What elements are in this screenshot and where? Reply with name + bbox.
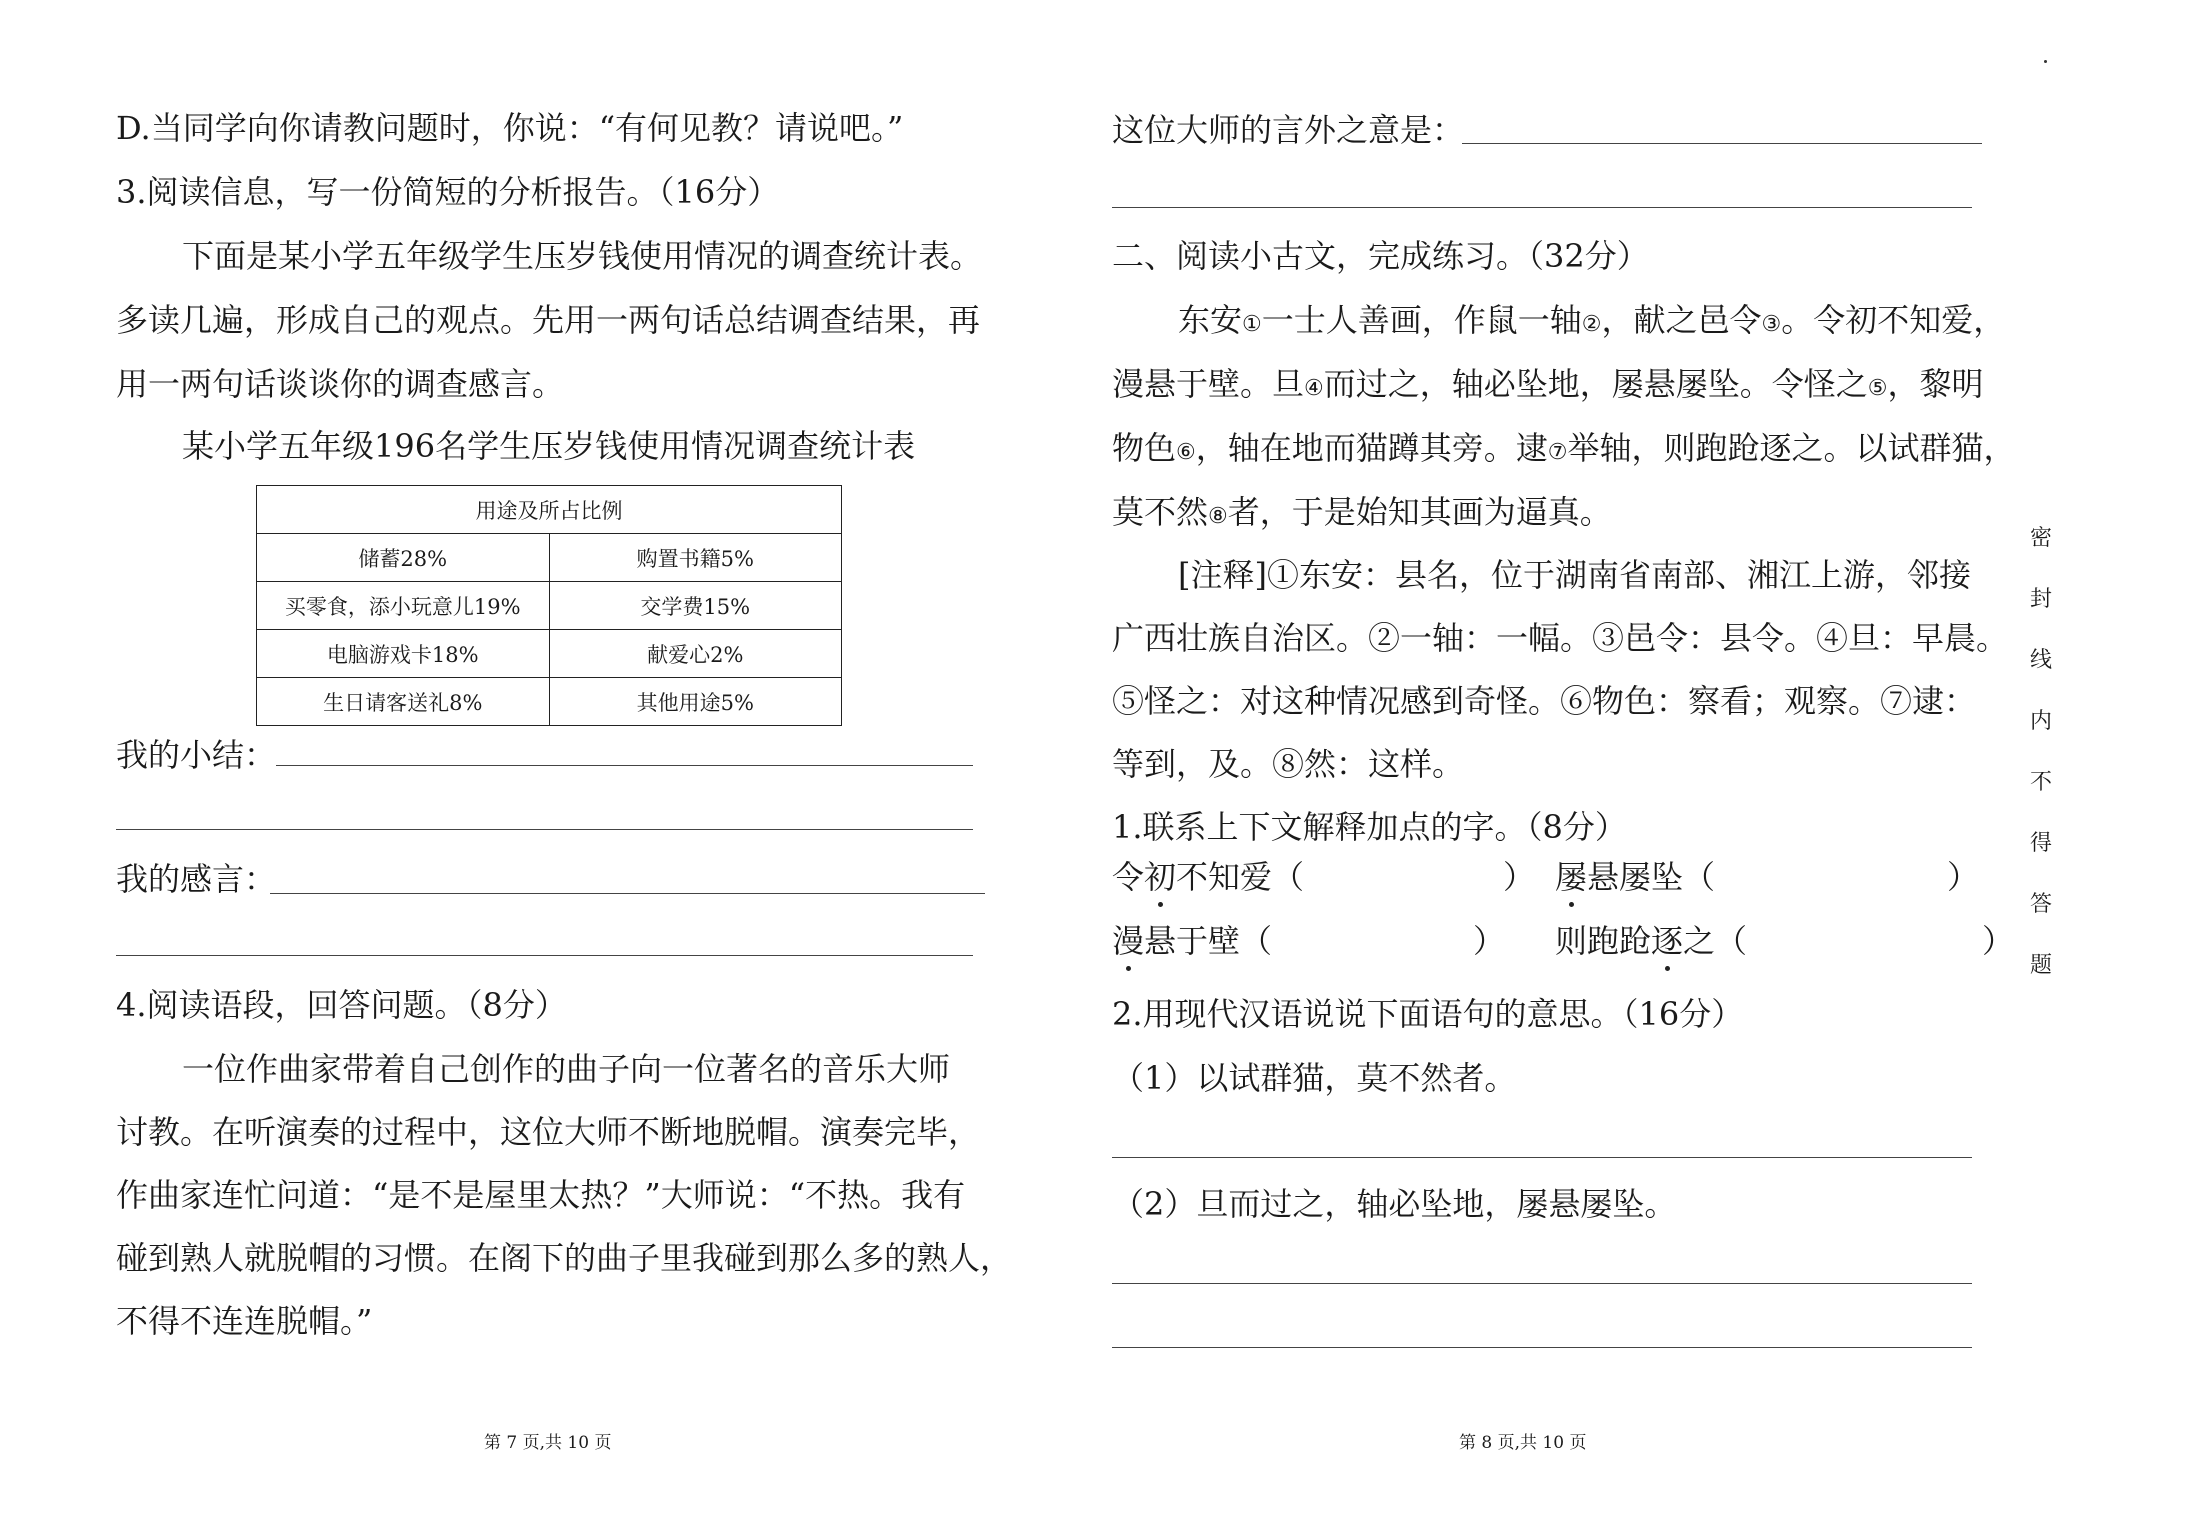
q1-item-4-close[interactable]: ） xyxy=(1982,922,2015,960)
summary-label: 我的小结： xyxy=(116,736,277,774)
summary-answer-line[interactable] xyxy=(276,765,973,766)
text-segment: 不知爱（ xyxy=(1176,858,1305,896)
q3-intro-line-1: 下面是某小学五年级学生压岁钱使用情况的调查统计表。 xyxy=(182,237,983,275)
text-segment: 漫悬于壁。旦 xyxy=(1112,365,1305,403)
allowance-usage-table xyxy=(256,485,842,726)
text-segment: 者，于是始知其画为逼真。 xyxy=(1227,493,1612,531)
table-cell: 生日请客送礼8% xyxy=(257,678,550,726)
corner-mark xyxy=(2044,60,2047,63)
text-segment: 之（ xyxy=(1683,922,1748,960)
seal-char: 线 xyxy=(2030,648,2053,673)
text-segment: 悬屡坠（ xyxy=(1587,858,1716,896)
table-cell: 电脑游戏卡18% xyxy=(257,630,550,678)
master-meaning-answer-line[interactable] xyxy=(1462,143,1982,144)
table-header: 用途及所占比例 xyxy=(257,486,842,534)
q1-title: 1.联系上下文解释加点的字。（8分） xyxy=(1112,808,1627,846)
q1-item-2-close[interactable]: ） xyxy=(1947,858,1980,896)
notes-line-4: 等到，及。⑧然：这样。 xyxy=(1112,745,1465,783)
dotted-character: 初 xyxy=(1144,855,1176,899)
question-3-title: 3.阅读信息，写一份简短的分析报告。（16分） xyxy=(116,173,780,211)
seal-char: 不 xyxy=(2030,770,2053,795)
q2-item-2-answer-line[interactable] xyxy=(1112,1283,1972,1284)
classical-text-line-4 xyxy=(1112,490,1612,539)
q4-passage-line-5: 不得不连连脱帽。” xyxy=(116,1302,373,1340)
master-meaning-answer-line-2[interactable] xyxy=(1112,207,1972,208)
notes-line-2: 广西壮族自治区。②一轴：一幅。③邑令：县令。④旦：早晨。 xyxy=(1112,619,2009,657)
note-marker: ⑦ xyxy=(1547,440,1568,465)
table-row xyxy=(257,582,842,630)
text-segment: ，献之邑令 xyxy=(1601,301,1762,339)
note-marker: ③ xyxy=(1761,312,1782,337)
dotted-character: 逐 xyxy=(1651,919,1683,963)
classical-text-line-1 xyxy=(1178,298,2005,347)
table-cell: 储蓄28% xyxy=(257,534,550,582)
table-cell: 购置书籍5% xyxy=(549,534,842,582)
q1-item-3 xyxy=(1112,919,1272,963)
note-marker: ② xyxy=(1581,312,1602,337)
q2-item-2-answer-line-2[interactable] xyxy=(1112,1347,1972,1348)
q2-item-1: （1）以试群猫，莫不然者。 xyxy=(1112,1059,1517,1097)
q2-title: 2.用现代汉语说说下面语句的意思。（16分） xyxy=(1112,995,1744,1033)
table-cell: 交学费15% xyxy=(549,582,842,630)
dotted-character: 屡 xyxy=(1555,855,1587,899)
question-4-title: 4.阅读语段，回答问题。（8分） xyxy=(116,986,567,1024)
table-row xyxy=(257,534,842,582)
table-row xyxy=(257,678,842,726)
note-marker: ⑥ xyxy=(1176,440,1196,465)
q2-item-2: （2）旦而过之，轴必坠地，屡悬屡坠。 xyxy=(1112,1185,1677,1223)
feeling-answer-line-2[interactable] xyxy=(116,955,973,956)
seal-char: 答 xyxy=(2030,892,2053,917)
text-segment: 则跑跄 xyxy=(1555,922,1652,960)
table-row xyxy=(257,630,842,678)
seal-char: 得 xyxy=(2030,831,2053,856)
q2-item-1-answer-line[interactable] xyxy=(1112,1157,1972,1158)
text-segment: 悬于壁（ xyxy=(1144,922,1273,960)
text-segment: 举轴，则跑跄逐之。以试群猫， xyxy=(1567,429,2016,467)
q4-passage-line-4: 碰到熟人就脱帽的习惯。在阁下的曲子里我碰到那么多的熟人， xyxy=(116,1239,1013,1277)
q4-passage-line-1: 一位作曲家带着自己创作的曲子向一位著名的音乐大师 xyxy=(182,1050,951,1088)
note-marker: ④ xyxy=(1304,376,1324,401)
section-2-title: 二、阅读小古文，完成练习。（32分） xyxy=(1112,237,1649,275)
q4-passage-line-3: 作曲家连忙问道：“是不是屋里太热？”大师说：“不热。我有 xyxy=(116,1176,966,1214)
q3-intro-line-2: 多读几遍，形成自己的观点。先用一两句话总结调查结果，再 xyxy=(116,301,981,339)
classical-text-line-3 xyxy=(1112,426,2016,475)
text-segment: ，黎明 xyxy=(1887,365,1984,403)
text-segment: 东安 xyxy=(1178,301,1243,339)
q1-item-1-close[interactable]: ） xyxy=(1503,858,1536,896)
text-segment: 令 xyxy=(1112,858,1145,896)
q3-intro-line-3: 用一两句话谈谈你的调查感言。 xyxy=(116,365,565,403)
seal-char: 题 xyxy=(2030,953,2053,978)
notes-line-3: ⑤怪之：对这种情况感到奇怪。⑥物色：察看；观察。⑦逮： xyxy=(1112,682,1977,720)
q4-passage-line-2: 讨教。在听演奏的过程中，这位大师不断地脱帽。演奏完毕， xyxy=(116,1113,981,1151)
table-cell: 买零食，添小玩意儿19% xyxy=(257,582,550,630)
text-segment: 物色 xyxy=(1112,429,1177,467)
page-footer-right: 第 8 页,共 10 页 xyxy=(1459,1433,1587,1453)
feeling-label: 我的感言： xyxy=(116,860,277,898)
dotted-character: 漫 xyxy=(1112,919,1144,963)
seal-char: 密 xyxy=(2030,526,2053,551)
text-segment: ，轴在地而猫蹲其旁。逮 xyxy=(1195,429,1548,467)
option-d: D.当同学向你请教问题时，你说：“有何见教？请说吧。” xyxy=(116,109,904,147)
table-caption: 某小学五年级196名学生压岁钱使用情况调查统计表 xyxy=(182,427,916,465)
notes-line-1: [注释]①东安：县名，位于湖南省南部、湘江上游，邻接 xyxy=(1178,556,1971,594)
table-cell: 其他用途5% xyxy=(549,678,842,726)
table-cell: 献爱心2% xyxy=(549,630,842,678)
classical-text-line-2 xyxy=(1112,362,1984,411)
page-footer-left: 第 7 页,共 10 页 xyxy=(484,1433,612,1453)
q1-item-3-close[interactable]: ） xyxy=(1473,922,1506,960)
master-meaning-label: 这位大师的言外之意是： xyxy=(1112,111,1465,149)
text-segment: 。令初不知爱， xyxy=(1781,301,2006,339)
feeling-answer-line[interactable] xyxy=(270,893,985,894)
note-marker: ① xyxy=(1242,312,1262,337)
text-segment: 一士人善画，作鼠一轴 xyxy=(1261,301,1582,339)
summary-answer-line-2[interactable] xyxy=(116,829,973,830)
note-marker: ⑧ xyxy=(1208,504,1228,529)
text-segment: 而过之，轴必坠地，屡悬屡坠。令怪之 xyxy=(1323,365,1868,403)
text-segment: 莫不然 xyxy=(1112,493,1209,531)
q1-item-1 xyxy=(1112,855,1304,899)
q1-item-2 xyxy=(1555,855,1715,899)
seal-char: 封 xyxy=(2030,587,2053,612)
note-marker: ⑤ xyxy=(1867,376,1888,401)
seal-char: 内 xyxy=(2030,709,2053,734)
q1-item-4 xyxy=(1555,919,1747,963)
